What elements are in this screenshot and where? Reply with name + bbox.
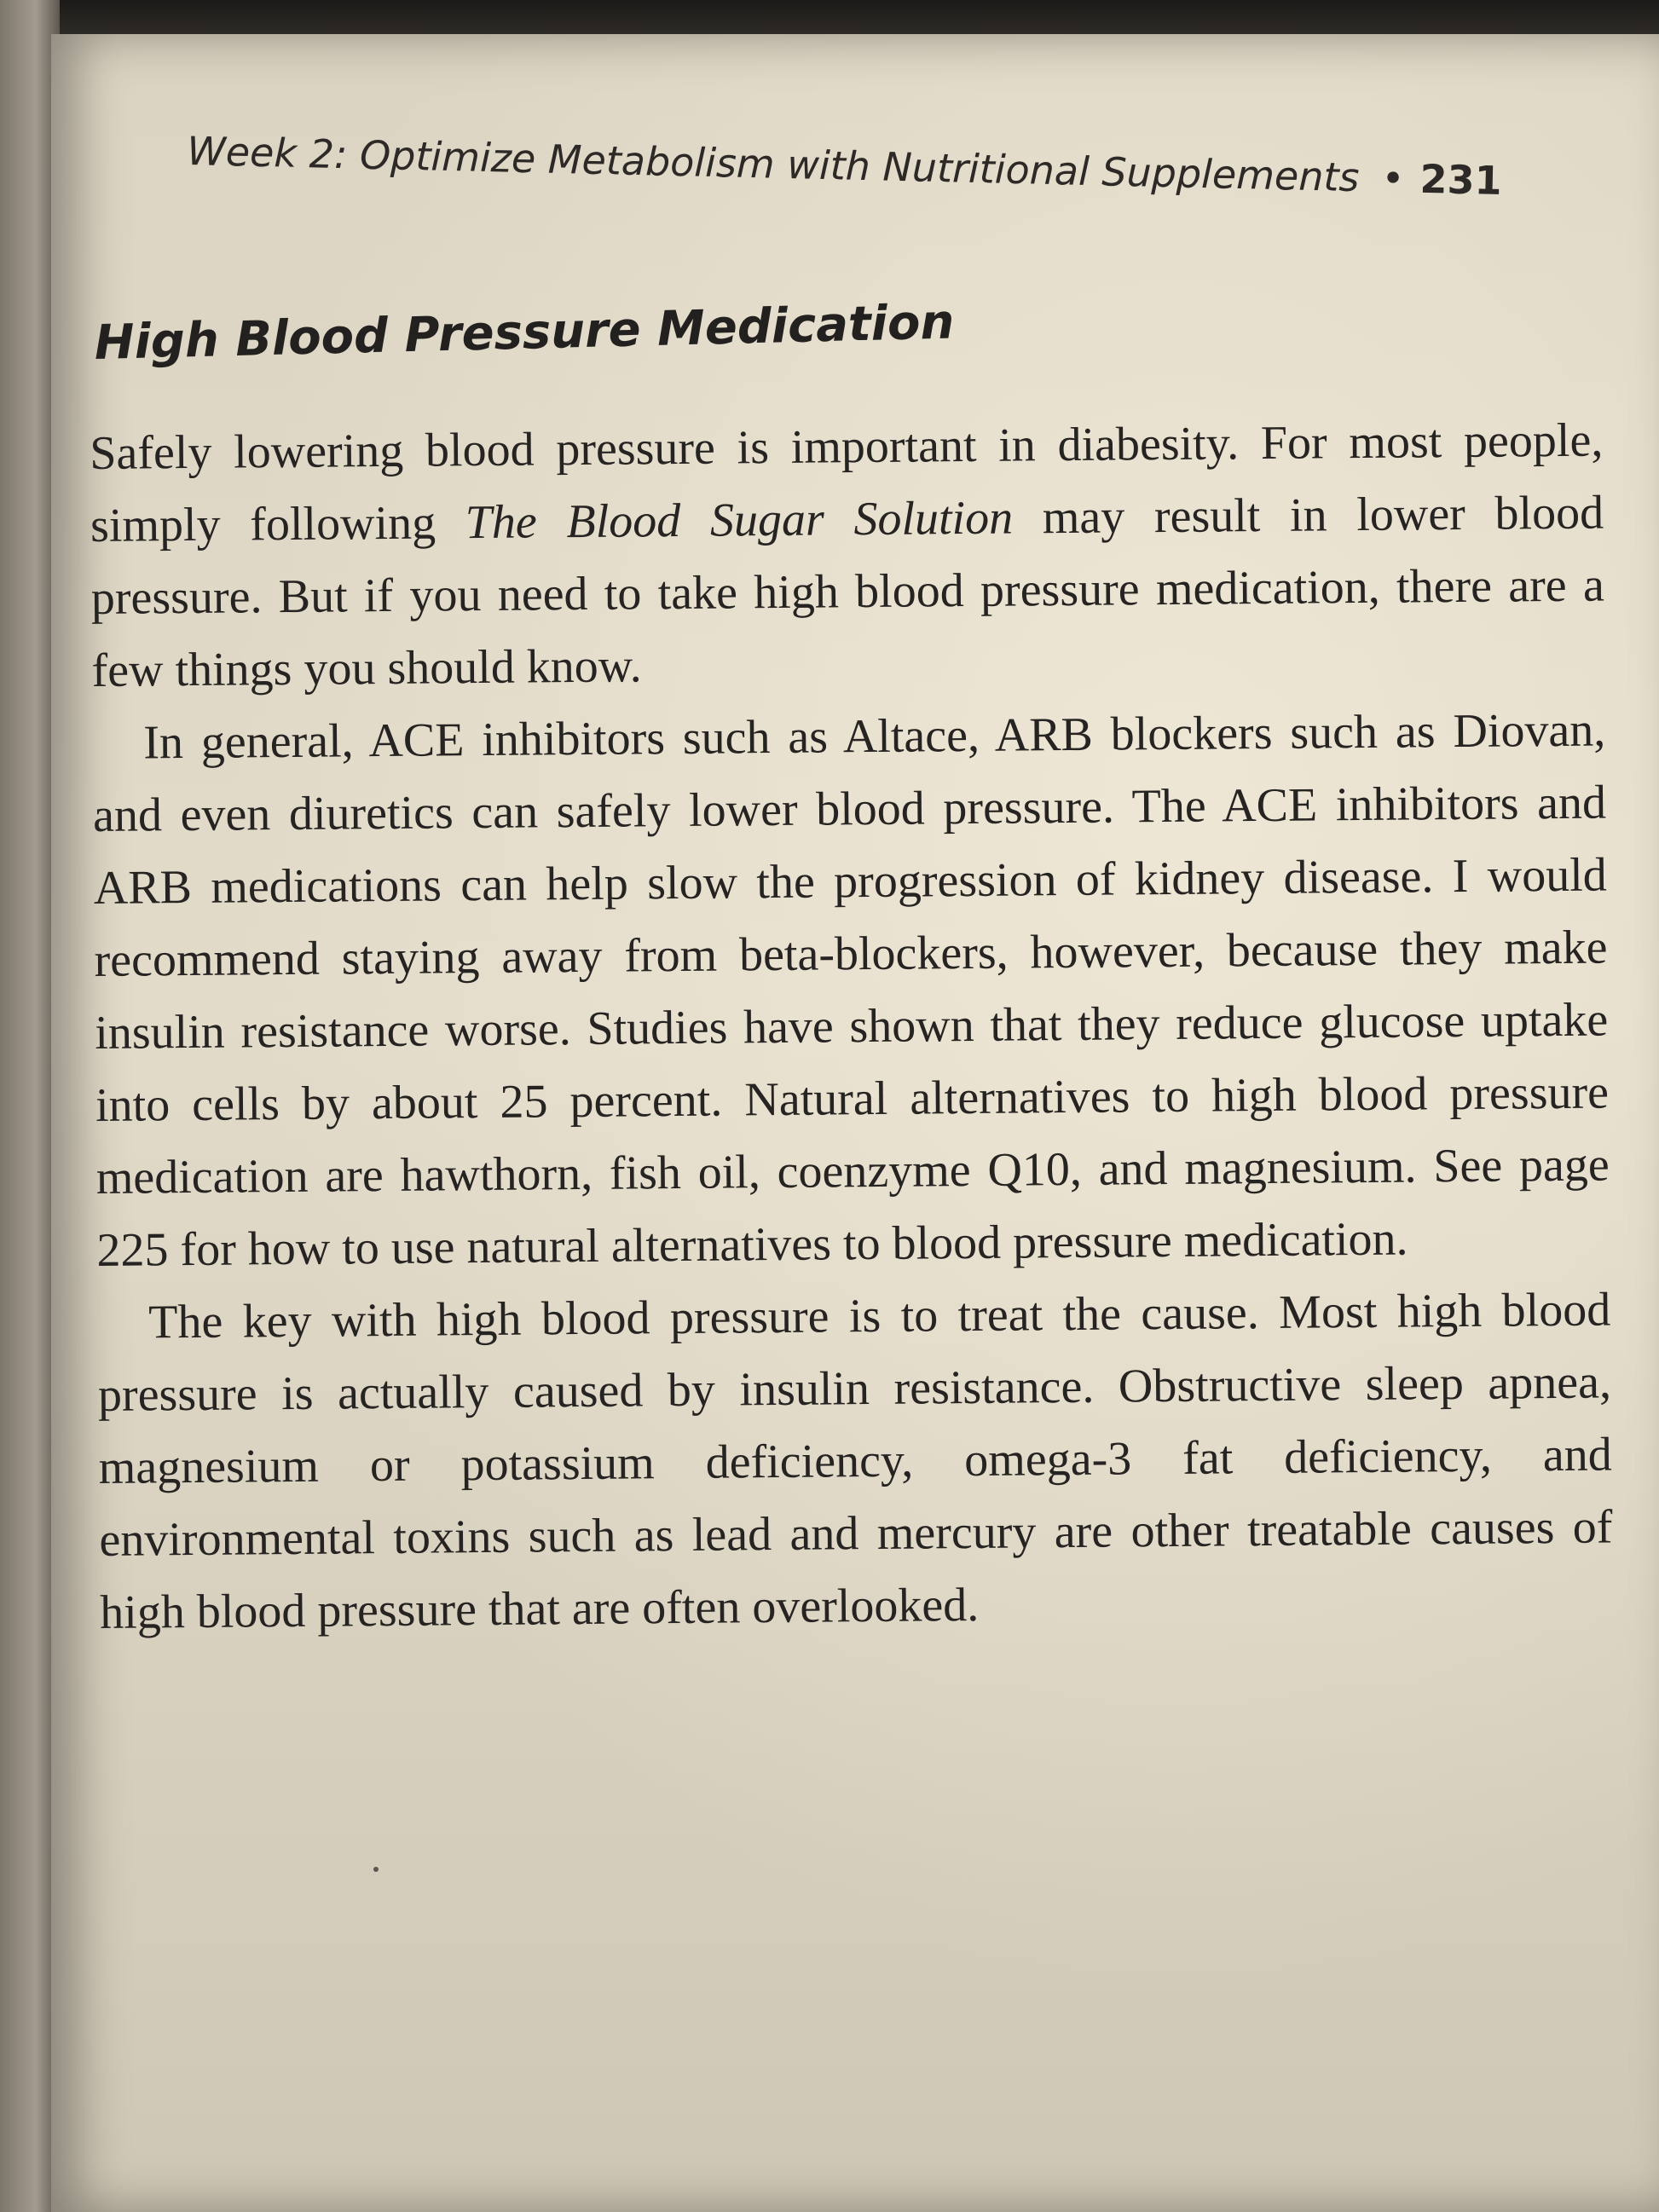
paragraph-2: In general, ACE inhibitors such as Altace, ARB blockers such as Diovan, and even diuretics can safely lower blood pressure. The ACE inhibitors and ARB medications can help slow the progression of kidney disease. I would recommend staying away from beta-blockers, however, because they make insulin resistance worse. Studies have shown that they reduce glucose uptake into cells by about 25 percent. Natural alternatives to high blood pressure medication are hawthorn, fish oil, coenzyme Q10, and magnesium. See page 225 for how to use natural alternatives to blood pressure medication. xyxy=(92,703,1610,1277)
running-head-bullet: • xyxy=(1380,154,1406,202)
running-head-title: Week 2: Optimize Metabolism with Nutritional Supplements xyxy=(186,128,1361,201)
book-title-italic: The Blood Sugar Solution xyxy=(465,491,1014,550)
book-page xyxy=(51,34,1659,2212)
running-head xyxy=(187,128,1535,205)
page-speck xyxy=(373,1867,379,1872)
paragraph-1 xyxy=(90,405,1605,707)
paragraph-1-before: Safely lowering blood pressure is important in diabesity. For most people, simply following xyxy=(90,413,1604,552)
section-heading: High Blood Pressure Medication xyxy=(94,294,956,371)
paragraph-3: The key with high blood pressure is to treat the cause. Most high blood pressure is actually caused by insulin resistance. Obstructive sleep apnea, magnesium or potassium deficiency, omega-3 fat deficiency, and environmental toxins such as lead and mercury are other treatable causes of high blood pressure that are often overlooked. xyxy=(97,1283,1613,1639)
body-text xyxy=(90,405,1614,1649)
page-number: 231 xyxy=(1419,155,1503,204)
paragraph-1-after: may result in lower blood pressure. But if you need to take high blood pressure medication, there are a few things you should know. xyxy=(90,486,1605,697)
